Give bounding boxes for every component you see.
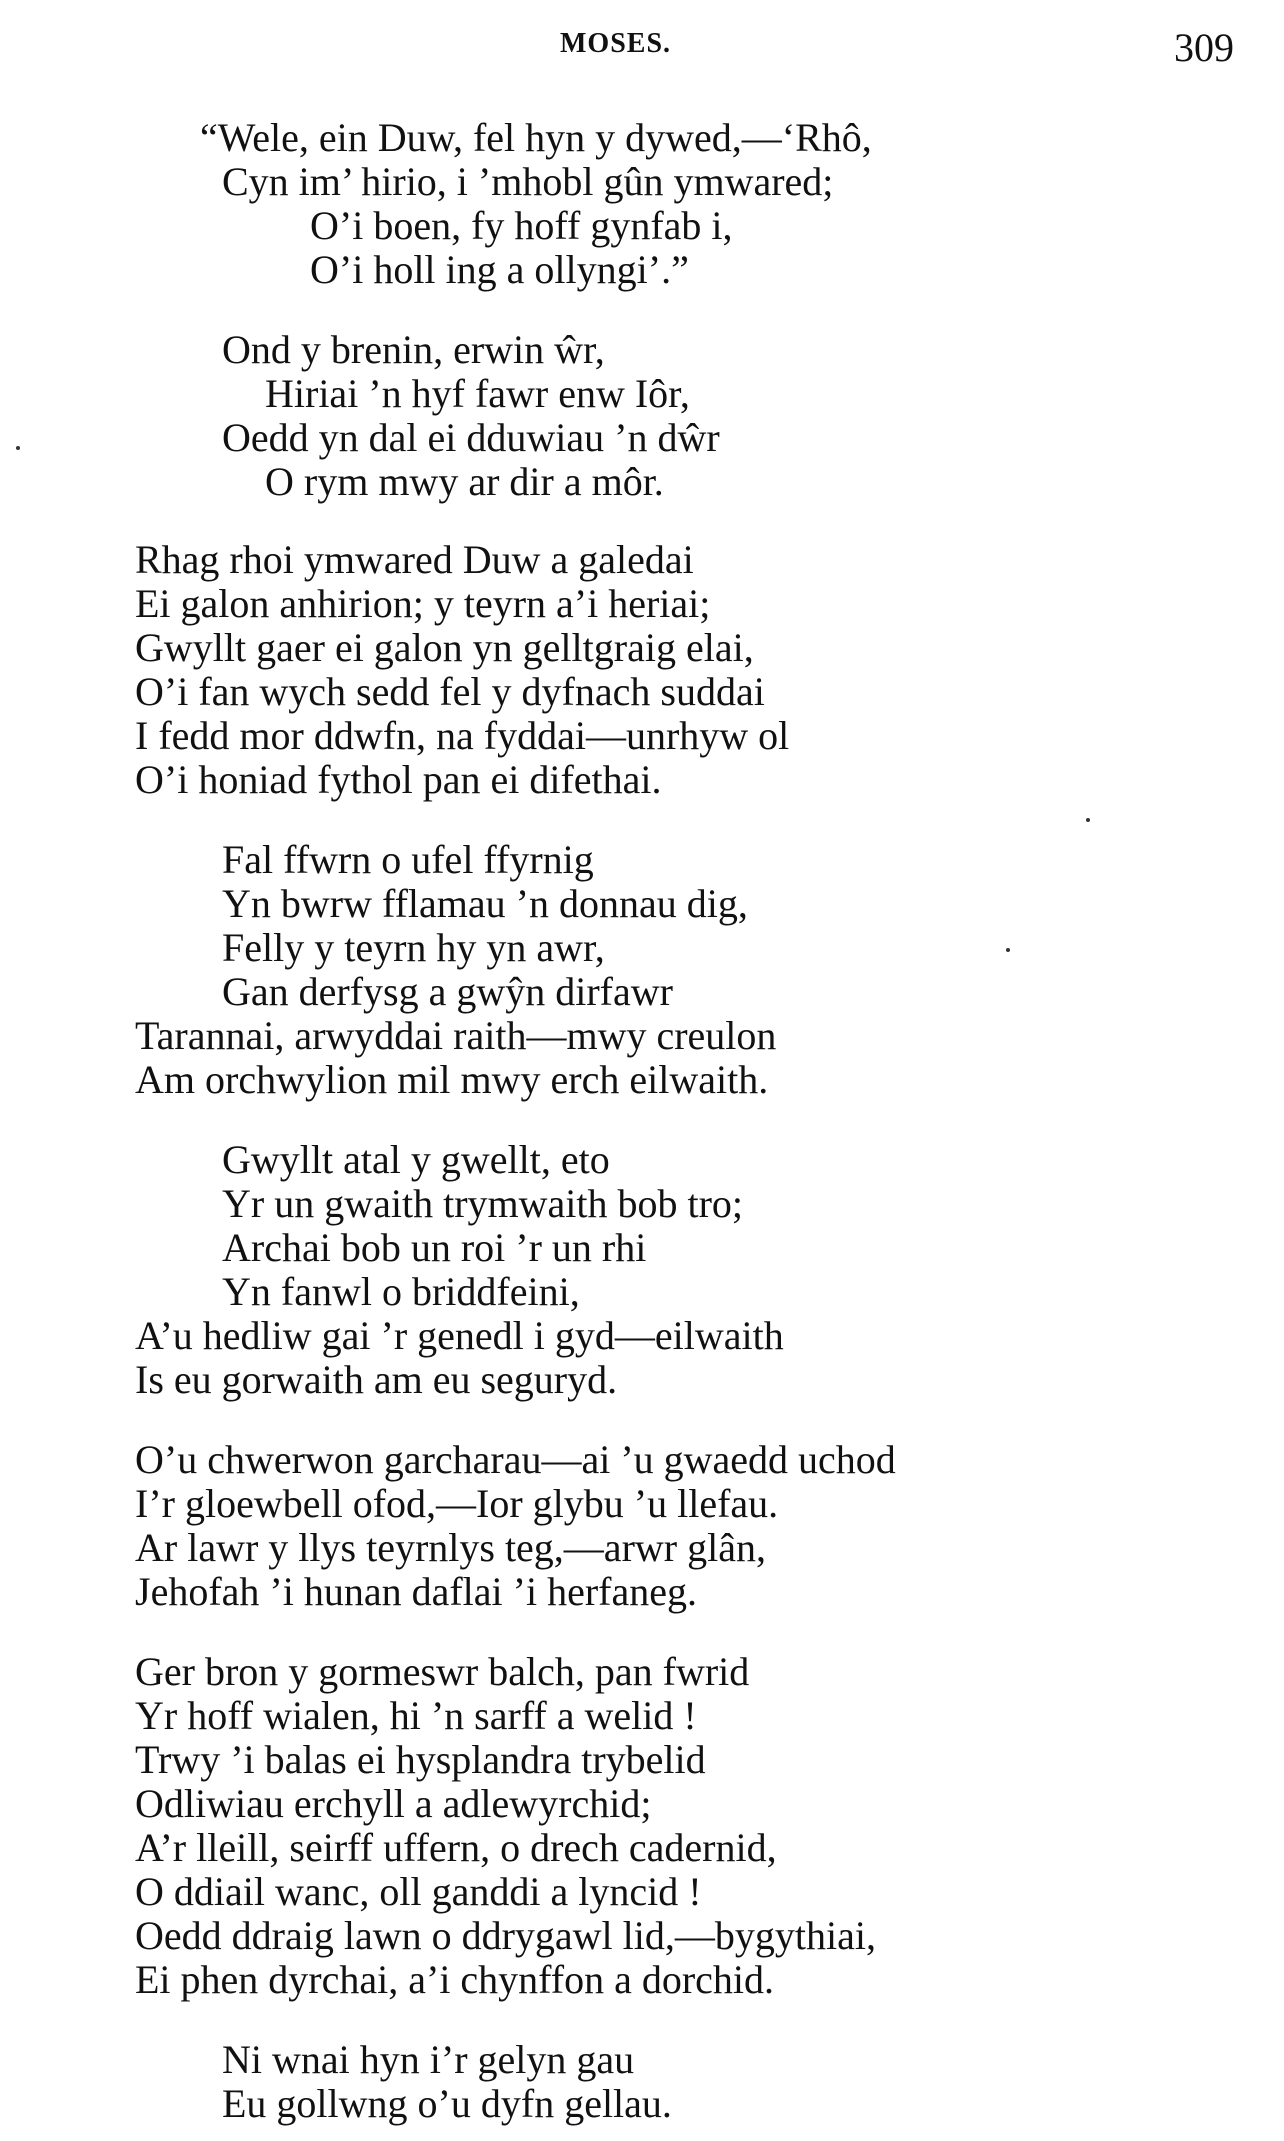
verse-line: Tarannai, arwyddai raith—mwy creulon	[135, 1013, 777, 1058]
print-speck	[1006, 948, 1010, 952]
verse-line: O’i honiad fythol pan ei difethai.	[135, 757, 662, 802]
verse-line: Yr hoff wialen, hi ’n sarff a welid !	[135, 1693, 697, 1738]
verse-line: Fal ffwrn o ufel ffyrnig	[222, 837, 594, 882]
verse-line: Archai bob un roi ’r un rhi	[222, 1225, 647, 1270]
running-title: MOSES.	[560, 28, 672, 59]
verse-line: Am orchwylion mil mwy erch eilwaith.	[135, 1057, 769, 1102]
verse-line: Ni wnai hyn i’r gelyn gau	[222, 2037, 635, 2082]
verse-line: Hiriai ’n hyf fawr enw Iôr,	[265, 371, 690, 416]
verse-line: Yn bwrw fflamau ’n donnau dig,	[222, 881, 748, 926]
verse-line: Eu gollwng o’u dyfn gellau.	[222, 2081, 672, 2126]
verse-line: I’r gloewbell ofod,—Ior glybu ’u llefau.	[135, 1481, 779, 1526]
verse-line: Oedd yn dal ei dduwiau ’n dŵr	[222, 415, 720, 460]
page-number: 309	[1174, 25, 1234, 70]
verse-line: Ond y brenin, erwin ŵr,	[222, 327, 605, 372]
verse-line: Jehofah ’i hunan daflai ’i herfaneg.	[135, 1569, 697, 1614]
verse-line: Trwy ’i balas ei hysplandra trybelid	[135, 1737, 706, 1782]
verse-line: Gan derfysg a gwŷn dirfawr	[222, 969, 673, 1014]
verse-line: Ei galon anhirion; y teyrn a’i heriai;	[135, 581, 711, 626]
verse-line: Yr un gwaith trymwaith bob tro;	[222, 1181, 744, 1226]
verse-line: “Wele, ein Duw, fel hyn y dywed,—‘Rhô,	[200, 115, 872, 160]
verse-line: Ei phen dyrchai, a’i chynffon a dorchid.	[135, 1957, 775, 2002]
verse-line: O’i holl ing a ollyngi’.”	[310, 247, 689, 292]
verse-line: O’i fan wych sedd fel y dyfnach suddai	[135, 669, 765, 714]
verse-line: Is eu gorwaith am eu seguryd.	[135, 1357, 618, 1402]
verse-line: O ddiail wanc, oll ganddi a lyncid !	[135, 1869, 702, 1914]
verse-line: O’u chwerwon garcharau—ai ’u gwaedd uchod	[135, 1437, 896, 1482]
verse-line: Odliwiau erchyll a adlewyrchid;	[135, 1781, 652, 1826]
verse-line: Cyn im’ hirio, i ’mhobl gûn ymwared;	[222, 159, 834, 204]
verse-line: Rhag rhoi ymwared Duw a galedai	[135, 537, 694, 582]
verse-line: O rym mwy ar dir a môr.	[265, 459, 664, 504]
verse-line: Gwyllt atal y gwellt, eto	[222, 1137, 610, 1182]
verse-line: Ar lawr y llys teyrnlys teg,—arwr glân,	[135, 1525, 766, 1570]
print-speck	[1086, 818, 1090, 822]
verse-line: O’i boen, fy hoff gynfab i,	[310, 203, 733, 248]
verse-line: Oedd ddraig lawn o ddrygawl lid,—bygythiai,	[135, 1913, 876, 1958]
verse-line: Felly y teyrn hy yn awr,	[222, 925, 605, 970]
verse-line: A’u hedliw gai ’r genedl i gyd—eilwaith	[135, 1313, 784, 1358]
verse-line: Gwyllt gaer ei galon yn gelltgraig elai,	[135, 625, 754, 670]
verse-line: I fedd mor ddwfn, na fyddai—unrhyw ol	[135, 713, 790, 758]
verse-line: A’r lleill, seirff uffern, o drech cadernid,	[135, 1825, 777, 1870]
print-speck	[16, 446, 20, 450]
verse-line: Ger bron y gormeswr balch, pan fwrid	[135, 1649, 750, 1694]
verse-line: Yn fanwl o briddfeini,	[222, 1269, 580, 1314]
